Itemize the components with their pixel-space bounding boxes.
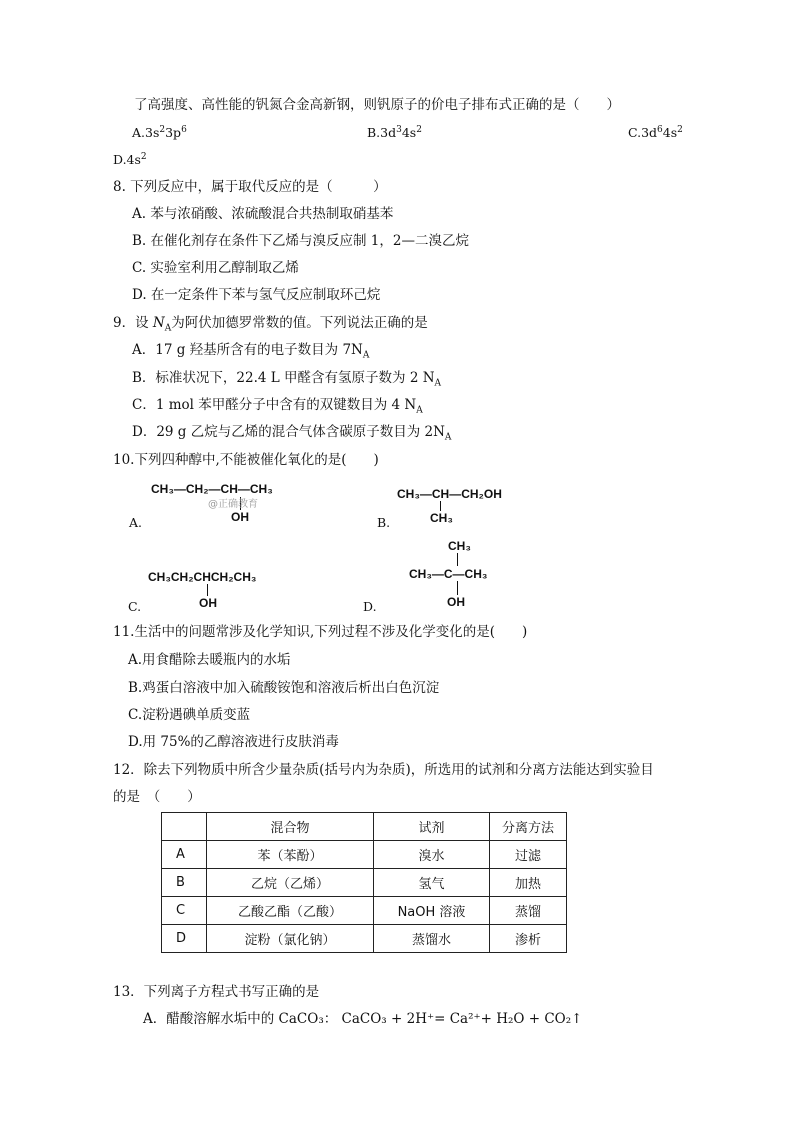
table-row [162,841,567,869]
q7-option-c: $C.3d^64s^2$ [628,124,683,140]
q11-option-c: C.淀粉遇碘单质变蓝 [128,707,251,723]
q9-option-c: C．1 mol 苯甲醛分子中含有的双键数目为 4 $N_A$ [132,397,423,416]
table-header-cell: 试剂 [374,813,490,841]
q7-option-a: $A.3s^23p^6$ [132,124,187,140]
q10-c-chain: CH₃CH₂CHCH₂CH₃ [148,570,257,584]
table-row [162,869,567,897]
q12-stem-line1: 12．除去下列物质中所含少量杂质(括号内为杂质)，所选用的试剂和分离方法能达到实验目 [113,762,654,778]
q11-option-b: B.鸡蛋白溶液中加入硫酸铵饱和溶液后析出白色沉淀 [128,680,440,696]
q8-option-d: D. 在一定条件下苯与氢气反应制取环己烷 [132,287,381,303]
table-cell: 溴水 [374,841,490,869]
table-cell: C [162,897,207,925]
table-cell: 苯（苯酚） [207,841,374,869]
q10-d-top-ch3: CH₃ [448,539,471,553]
q8-option-b: B. 在催化剂存在条件下乙烯与溴反应制 1，2—二溴乙烷 [132,233,469,249]
q10-a-chain: CH₃—CH₂—CH—CH₃ [151,482,273,496]
table-cell: A [162,841,207,869]
q10-d-bond-top [457,553,458,566]
q11-option-d: D.用 75%的乙醇溶液进行皮肤消毒 [128,734,339,750]
q9-option-a: A．17 g 羟基所含有的电子数目为 $7N_A$ [132,342,370,361]
table-cell: 渗析 [490,925,567,953]
q8-stem: 8. 下列反应中，属于取代反应的是（ ） [113,179,387,195]
q7-option-d: $D.4s^2$ [113,151,147,167]
q13-option-a: A．醋酸溶解水垢中的 CaCO₃： CaCO₃ + 2H⁺= Ca²⁺+ H₂O + CO₂↑ [143,1011,583,1027]
table-cell: 乙烷（乙烯） [207,869,374,897]
q11-option-a: A.用食醋除去暖瓶内的水垢 [128,652,291,668]
table-cell: D [162,925,207,953]
q10-a-label: A. [129,515,143,530]
table-cell: 蒸馏 [490,897,567,925]
q10-c-label: C. [128,599,142,614]
q9-option-d: D．29 g 乙烷与乙烯的混合气体含碳原子数目为 $2N_A$ [132,424,452,443]
q8-option-c: C. 实验室利用乙醇制取乙烯 [132,260,299,276]
table-cell: 过滤 [490,841,567,869]
q10-b-chain: CH₃—CH—CH₂OH [397,487,502,501]
q10-d-oh: OH [447,595,465,609]
table-cell: 蒸馏水 [374,925,490,953]
table-header-cell: 混合物 [207,813,374,841]
q10-c-oh: OH [199,596,217,610]
q10-stem: 10.下列四种醇中,不能被催化氧化的是( ) [113,452,379,468]
q10-b-label: B. [377,515,391,530]
watermark: @正确教育 [208,499,258,510]
q7-stem-tail: 了高强度、高性能的钒氮合金高新钢，则钒原子的价电子排布式正确的是（ ） [134,97,620,113]
q10-b-bond [440,501,441,511]
table-header-row [162,813,567,841]
q8-option-a: A. 苯与浓硝酸、浓硫酸混合共热制取硝基苯 [132,206,394,222]
q10-d-bond-bottom [457,581,458,595]
q7-option-b: $B.3d^34s^2$ [367,124,422,140]
q9-stem: 9．设 $N_A$为阿伏加德罗常数的值。下列说法正确的是 [113,315,428,334]
q10-b-ch3: CH₃ [430,511,453,525]
table-cell: NaOH 溶液 [374,897,490,925]
q12-stem-line2: 的是 （ ） [113,789,201,805]
q10-d-label: D. [363,599,377,614]
table-cell: 乙酸乙酯（乙酸） [207,897,374,925]
q10-a-oh: OH [231,510,249,524]
table-cell: 加热 [490,869,567,897]
table-row [162,897,567,925]
table-cell: 氢气 [374,869,490,897]
q13-stem: 13．下列离子方程式书写正确的是 [113,984,320,1000]
table-row [162,925,567,953]
table-cell: B [162,869,207,897]
table-header-cell [162,813,207,841]
table-header-cell: 分离方法 [490,813,567,841]
q11-stem: 11.生活中的问题常涉及化学知识,下列过程不涉及化学变化的是( ) [113,624,528,640]
q9-option-b: B．标准状况下，22.4 L 甲醛含有氢原子数为 2 $N_A$ [132,370,442,389]
q10-c-bond [207,584,208,596]
table-cell: 淀粉（氯化钠） [207,925,374,953]
q12-table [161,812,567,953]
q10-d-chain: CH₃—C—CH₃ [409,567,488,581]
